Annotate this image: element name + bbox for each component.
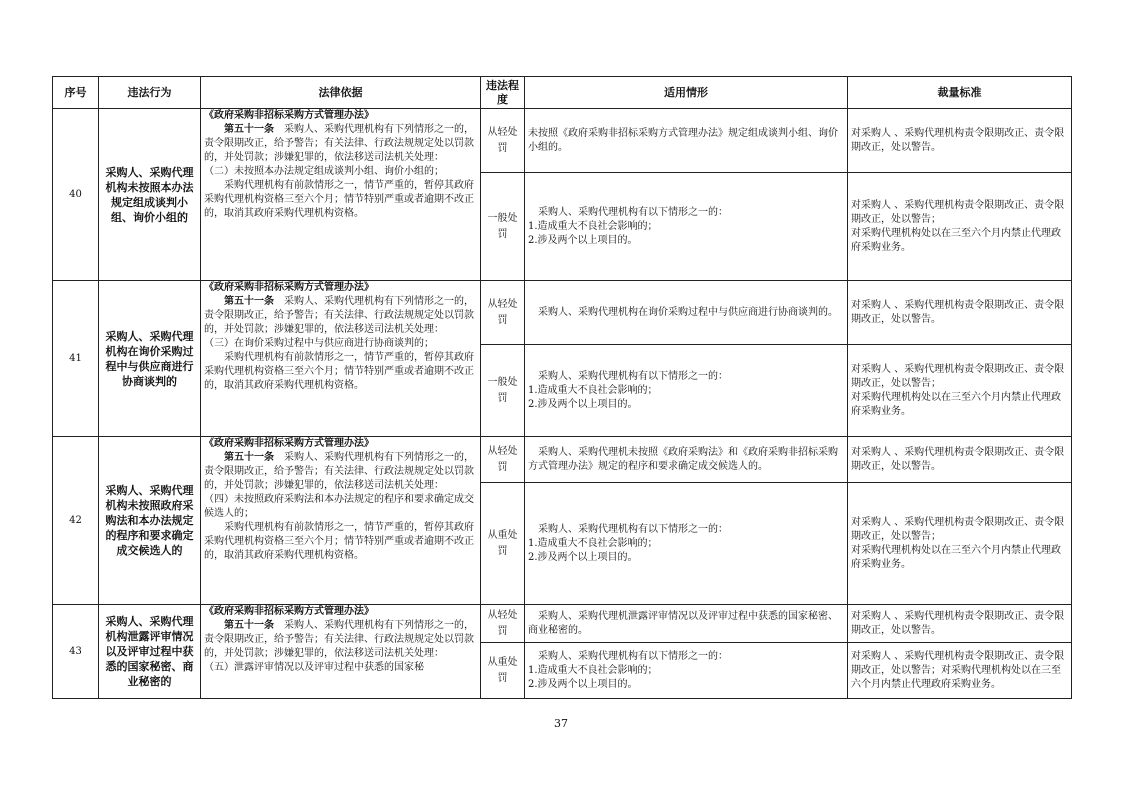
- basis-title: 《政府采购非招标采购方式管理办法》: [204, 438, 374, 449]
- applicable-situation: [525, 643, 848, 699]
- standard-line: 对采购人 、采购代理机构责令限期改正、责令限期改正，处以警告。: [851, 610, 1065, 636]
- article-number: 第五十一条: [224, 124, 274, 135]
- penalty-standard: [848, 437, 1072, 483]
- standard-line: 对采购人 、采购代理机构责令限期改正、责令限期改正，处以警告；: [851, 516, 1065, 542]
- legal-basis: [201, 109, 481, 281]
- basis-item: （二）未按照本办法规定组成谈判小组、询价小组的；: [204, 166, 444, 177]
- basis-article: [204, 295, 477, 337]
- table-row: [53, 109, 1072, 173]
- violation-degree: 一般处罚: [481, 173, 525, 281]
- legal-basis: [201, 281, 481, 437]
- penalty-standard: [848, 109, 1072, 173]
- situation-lead: 采购人、采购代理机构有以下情形之一的：: [538, 523, 728, 535]
- legal-basis: [201, 437, 481, 605]
- table-body: [53, 109, 1072, 699]
- header-situation: 适用情形: [525, 77, 848, 109]
- penalty-standard: [848, 605, 1072, 643]
- table-header-row: [53, 77, 1072, 109]
- header-standard: 裁量标准: [848, 77, 1072, 109]
- violation-act: 采购人、采购代理机构未按照本办法规定组成谈判小组、询价小组的: [99, 109, 201, 281]
- standard-line: 对采购人 、采购代理机构责令限期改正、责令限期改正，处以警告。: [851, 127, 1065, 153]
- row-number: 40: [53, 109, 99, 281]
- situation-item: 1.造成重大不良社会影响的；: [528, 384, 658, 396]
- applicable-situation: [525, 109, 848, 173]
- situation-item: 2.涉及两个以上项目的。: [528, 551, 638, 563]
- violation-degree: 从轻处罚: [481, 605, 525, 643]
- penalty-table: [52, 76, 1072, 699]
- basis-article: [204, 619, 477, 661]
- applicable-situation: [525, 281, 848, 345]
- situation-lead: 未按照《政府采购非招标采购方式管理办法》规定组成谈判小组、询价小组的。: [528, 127, 838, 153]
- table-row: [53, 281, 1072, 345]
- standard-line: 对采购人 、采购代理机构责令限期改正、责令限期改正，处以警告；对采购代理机构处以在三至六个月内禁止代理政府采购业务。: [851, 650, 1065, 690]
- penalty-standard: [848, 483, 1072, 605]
- legal-basis: [201, 605, 481, 699]
- row-number: 41: [53, 281, 99, 437]
- header-act: 违法行为: [99, 77, 201, 109]
- basis-item: （四）未按照政府采购法和本办法规定的程序和要求确定成交候选人的；: [204, 494, 474, 519]
- basis-subclause: 采购代理机构有前款情形之一，情节严重的，暂停其政府采购代理机构资格三至六个月；情节特别严重或者逾期不改正的，取消其政府采购代理机构资格。: [204, 180, 474, 219]
- header-basis: 法律依据: [201, 77, 481, 109]
- situation-lead: 采购人、采购代理机未按照《政府采购法》和《政府采购非招标采购方式管理办法》规定的程序和要求确定成交候选人的。: [528, 446, 838, 472]
- article-number: 第五十一条: [224, 452, 274, 463]
- situation-lead: 采购人、采购代理机构在询价采购过程中与供应商进行协商谈判的。: [538, 306, 838, 318]
- basis-article: [204, 123, 477, 165]
- basis-subclause: 采购代理机构有前款情形之一，情节严重的，暂停其政府采购代理机构资格三至六个月；情节特别严重或者逾期不改正的，取消其政府采购代理机构资格。: [204, 352, 474, 391]
- violation-degree: 从轻处罚: [481, 437, 525, 483]
- page-number: 37: [554, 717, 568, 730]
- violation-act: 采购人、采购代理机构在询价采购过程中与供应商进行协商谈判的: [99, 281, 201, 437]
- basis-item: （三）在询价采购过程中与供应商进行协商谈判的；: [204, 338, 434, 349]
- table-row: [53, 437, 1072, 483]
- violation-degree: 从重处罚: [481, 643, 525, 699]
- violation-act: 采购人、采购代理机构未按照政府采购法和本办法规定的程序和要求确定成交候选人的: [99, 437, 201, 605]
- standard-line: 对采购代理机构处以在三至六个月内禁止代理政府采购业务。: [851, 391, 1061, 417]
- standard-line: 对采购人 、采购代理机构责令限期改正、责令限期改正，处以警告。: [851, 446, 1065, 472]
- applicable-situation: [525, 483, 848, 605]
- situation-item: 1.造成重大不良社会影响的；: [528, 537, 658, 549]
- applicable-situation: [525, 437, 848, 483]
- basis-item: （五）泄露评审情况以及评审过程中获悉的国家秘: [204, 662, 424, 673]
- violation-degree: 从重处罚: [481, 483, 525, 605]
- standard-line: 对采购人 、采购代理机构责令限期改正、责令限期改正，处以警告；: [851, 199, 1065, 225]
- header-degree: 违法程度: [481, 77, 525, 109]
- row-number: 43: [53, 605, 99, 699]
- penalty-standard: [848, 345, 1072, 437]
- basis-title: 《政府采购非招标采购方式管理办法》: [204, 110, 374, 121]
- applicable-situation: [525, 605, 848, 643]
- article-text: 采购人、采购代理机构有下列情形之一的，责令限期改正，给予警告；有关法律、行政法规规定处以罚款的，并处罚款；涉嫌犯罪的，依法移送司法机关处理：: [204, 452, 474, 491]
- basis-title: 《政府采购非招标采购方式管理办法》: [204, 282, 374, 293]
- header-no: 序号: [53, 77, 99, 109]
- situation-lead: 采购人、采购代理机构有以下情形之一的：: [538, 650, 728, 662]
- standard-line: 对采购人 、采购代理机构责令限期改正、责令限期改正，处以警告；: [851, 363, 1065, 389]
- situation-item: 2.涉及两个以上项目的。: [528, 234, 638, 246]
- penalty-standard: [848, 643, 1072, 699]
- article-number: 第五十一条: [224, 296, 274, 307]
- applicable-situation: [525, 173, 848, 281]
- standard-line: 对采购代理机构处以在三至六个月内禁止代理政府采购业务。: [851, 227, 1061, 253]
- basis-article: [204, 451, 477, 493]
- basis-subclause: 采购代理机构有前款情形之一，情节严重的，暂停其政府采购代理机构资格三至六个月；情节特别严重或者逾期不改正的，取消其政府采购代理机构资格。: [204, 522, 474, 561]
- standard-line: 对采购人 、采购代理机构责令限期改正、责令限期改正，处以警告。: [851, 299, 1065, 325]
- violation-act: 采购人、采购代理机构泄露评审情况以及评审过程中获悉的国家秘密、商业秘密的: [99, 605, 201, 699]
- situation-item: 2.涉及两个以上项目的。: [528, 678, 638, 690]
- violation-degree: 一般处罚: [481, 345, 525, 437]
- situation-item: 2.涉及两个以上项目的。: [528, 398, 638, 410]
- applicable-situation: [525, 345, 848, 437]
- basis-title: 《政府采购非招标采购方式管理办法》: [204, 606, 374, 617]
- situation-lead: 采购人、采购代理机构有以下情形之一的：: [538, 206, 728, 218]
- violation-degree: 从轻处罚: [481, 281, 525, 345]
- row-number: 42: [53, 437, 99, 605]
- article-text: 采购人、采购代理机构有下列情形之一的，责令限期改正，给予警告；有关法律、行政法规规定处以罚款的，并处罚款；涉嫌犯罪的，依法移送司法机关处理：: [204, 296, 474, 335]
- situation-lead: 采购人、采购代理机泄露评审情况以及评审过程中获悉的国家秘密、商业秘密的。: [528, 610, 838, 636]
- situation-item: 1.造成重大不良社会影响的；: [528, 220, 658, 232]
- situation-item: 1.造成重大不良社会影响的；: [528, 664, 658, 676]
- situation-lead: 采购人、采购代理机构有以下情形之一的：: [538, 370, 728, 382]
- article-number: 第五十一条: [224, 620, 274, 631]
- article-text: 采购人、采购代理机构有下列情形之一的，责令限期改正，给予警告；有关法律、行政法规规定处以罚款的，并处罚款；涉嫌犯罪的，依法移送司法机关处理：: [204, 124, 474, 163]
- article-text: 采购人、采购代理机构有下列情形之一的，责令限期改正，给予警告；有关法律、行政法规规定处以罚款的，并处罚款；涉嫌犯罪的，依法移送司法机关处理：: [204, 620, 474, 659]
- penalty-standard: [848, 281, 1072, 345]
- penalty-standard: [848, 173, 1072, 281]
- standard-line: 对采购代理机构处以在三至六个月内禁止代理政府采购业务。: [851, 544, 1061, 570]
- table-row: [53, 605, 1072, 643]
- violation-degree: 从轻处罚: [481, 109, 525, 173]
